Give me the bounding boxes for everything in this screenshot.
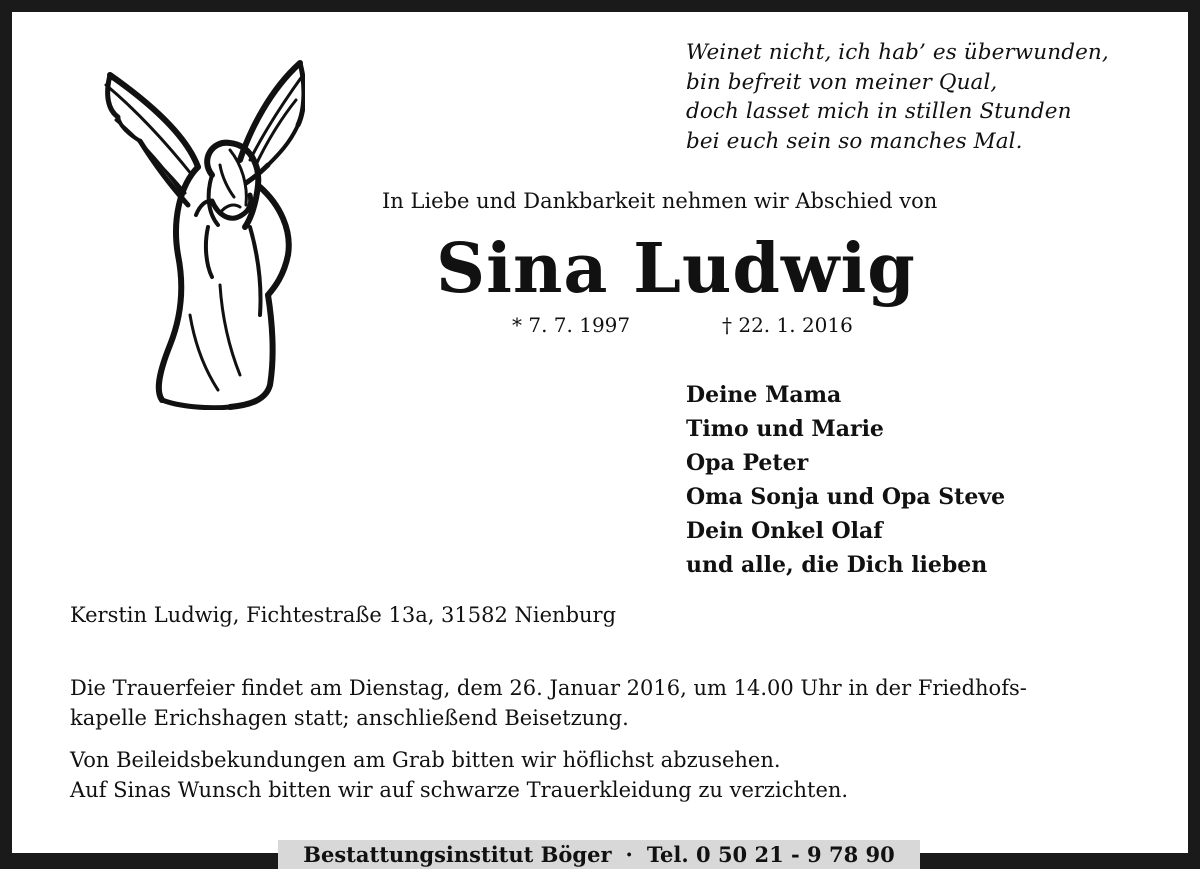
mourner: Oma Sonja und Opa Steve — [686, 484, 1006, 510]
border-top — [0, 0, 1200, 12]
funeral-home-name: Bestattungsinstitut Böger — [303, 842, 612, 867]
mourner: Timo und Marie — [686, 416, 884, 442]
border-left — [0, 0, 12, 869]
mourner: und alle, die Dich lieben — [686, 552, 988, 578]
note-line: Von Beileidsbekundungen am Grab bitten wir höflichst abzusehen. — [70, 748, 781, 772]
poem-line: bei euch sein so manches Mal. — [686, 128, 1023, 154]
border-right — [1188, 0, 1200, 869]
poem-line: bin befreit von meiner Qual, — [686, 69, 998, 95]
poem — [686, 38, 1109, 156]
notes — [70, 745, 848, 805]
funeral-home-phone: Tel. 0 50 21 - 9 78 90 — [646, 842, 895, 867]
poem-line: Weinet nicht, ich hab’ es überwunden, — [686, 40, 1109, 65]
ceremony-info — [70, 673, 1027, 733]
mourner: Opa Peter — [686, 450, 809, 476]
ceremony-line: kapelle Erichshagen statt; anschließend Beisetzung. — [70, 706, 629, 730]
mourner: Deine Mama — [686, 382, 842, 408]
ceremony-line: Die Trauerfeier findet am Dienstag, dem 26. Januar 2016, um 14.00 Uhr in der Friedhofs- — [70, 676, 1027, 700]
mourner: Dein Onkel Olaf — [686, 518, 883, 544]
note-line: Auf Sinas Wunsch bitten wir auf schwarze Trauerkleidung zu verzichten. — [70, 778, 849, 802]
mourners-list — [686, 378, 1005, 582]
family-address: Kerstin Ludwig, Fichtestraße 13a, 31582 Nienburg — [70, 603, 617, 627]
birth-date: * 7. 7. 1997 — [512, 313, 631, 337]
deceased-name: Sina Ludwig — [436, 229, 916, 309]
angel-icon — [100, 55, 305, 410]
funeral-home-footer — [278, 840, 920, 869]
poem-line: doch lasset mich in stillen Stunden — [686, 99, 1072, 124]
intro-text: In Liebe und Dankbarkeit nehmen wir Abschied von — [382, 189, 938, 213]
death-date: † 22. 1. 2016 — [722, 313, 853, 337]
footer-separator: · — [625, 842, 633, 867]
